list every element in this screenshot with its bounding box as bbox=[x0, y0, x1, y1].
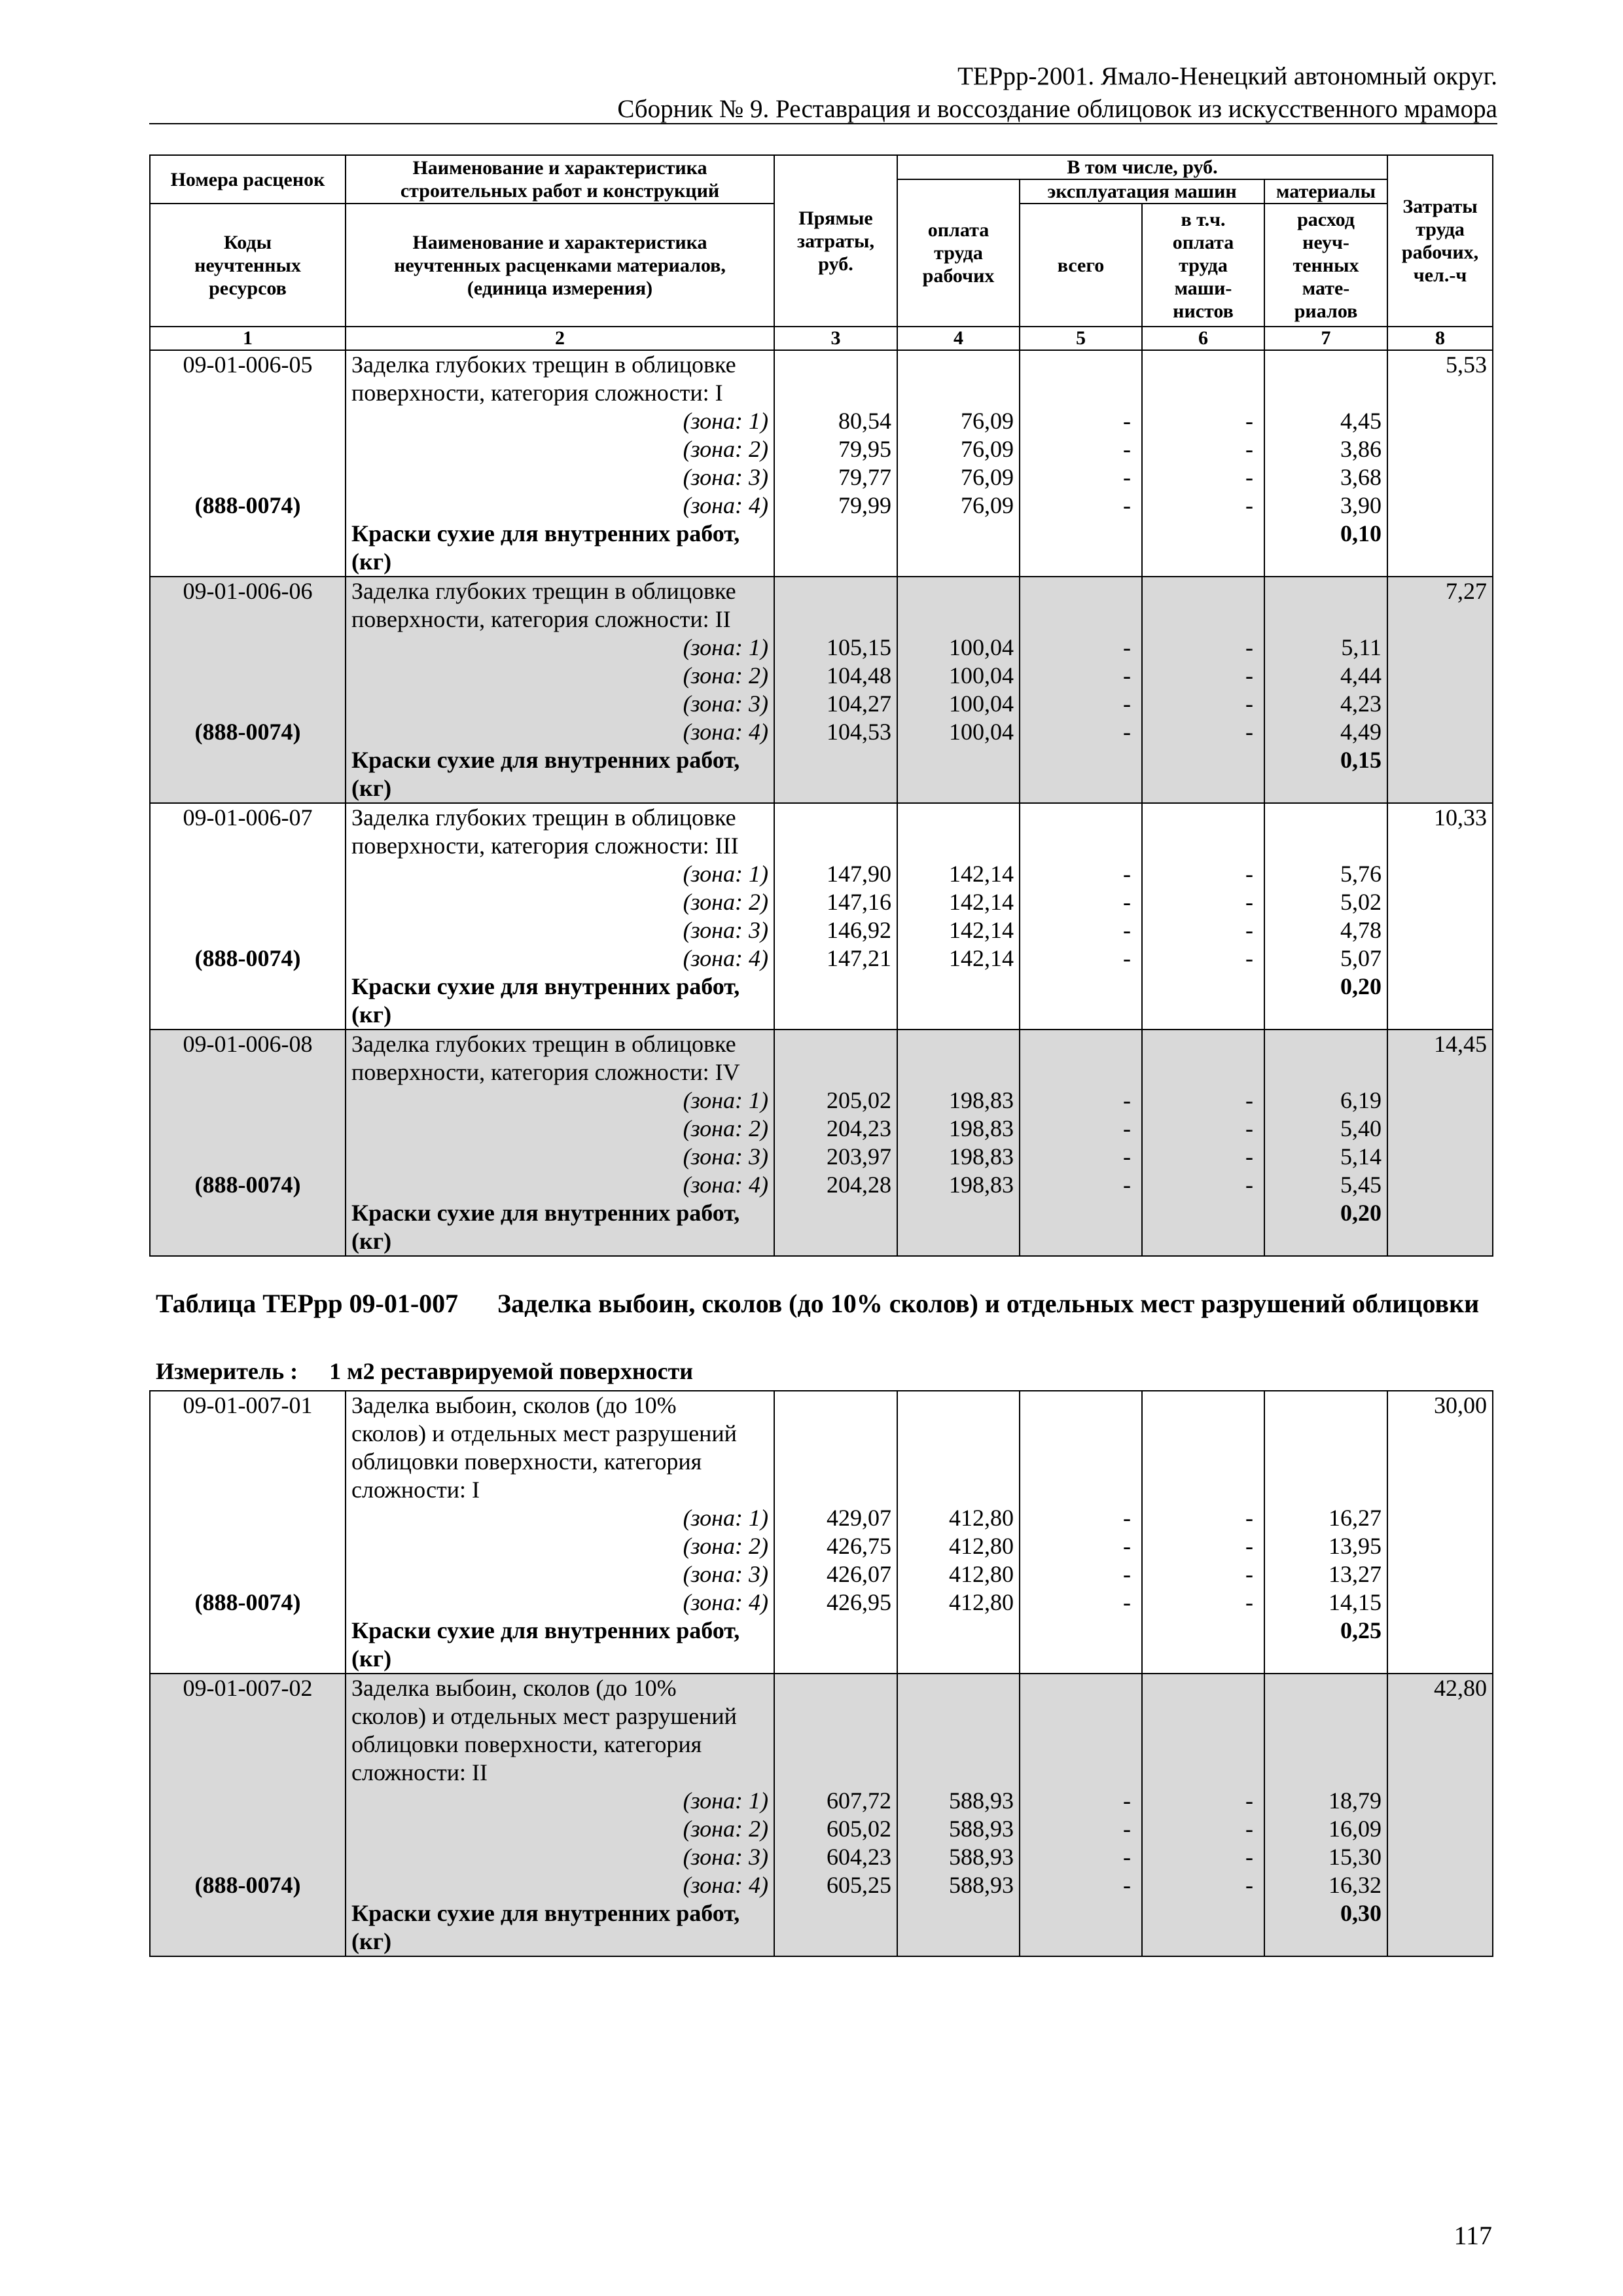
material-consumption-cell: 6,19 5,40 5,14 5,45 0,20 bbox=[1264, 1030, 1387, 1256]
col-header-direct-costs: Прямые затраты, руб. bbox=[774, 155, 897, 327]
rate-code: 09-01-006-05 bbox=[183, 351, 313, 378]
col-number-3: 3 bbox=[774, 327, 897, 350]
machines-total-cell: - - - - bbox=[1020, 1674, 1142, 1956]
machines-total-cell: - - - - bbox=[1020, 803, 1142, 1030]
rate-code-cell bbox=[150, 350, 346, 577]
col-number-5: 5 bbox=[1020, 327, 1142, 350]
table-label: Таблица ТЕРрр 09-01-007 bbox=[156, 1289, 459, 1318]
labor-costs-cell: 30,00 bbox=[1387, 1391, 1493, 1674]
machinist-pay-cell: - - - - bbox=[1142, 350, 1264, 577]
rate-code-cell bbox=[150, 1674, 346, 1956]
material-consumption-cell: 18,79 16,09 15,30 16,32 0,30 bbox=[1264, 1674, 1387, 1956]
measure-value: 1 м2 реставрируемой поверхности bbox=[329, 1358, 694, 1384]
col-header-resource-codes: Коды неучтенных ресурсов bbox=[150, 204, 346, 327]
material-qty: 0,20 bbox=[1340, 1200, 1382, 1226]
direct-costs-cell: 105,15 104,48 104,27 104,53 bbox=[774, 577, 897, 803]
labor-costs-cell: 42,80 bbox=[1387, 1674, 1493, 1956]
rate-code: 09-01-006-07 bbox=[183, 804, 313, 831]
col-header-machines: эксплуатация машин bbox=[1020, 179, 1264, 204]
material-name: Краски сухие для внутренних работ, bbox=[351, 747, 740, 773]
col-header-material-consumption: расход неуч- тенных мате- риалов bbox=[1264, 204, 1387, 327]
col-header-labor-costs: Затраты труда рабочих, чел.-ч bbox=[1387, 155, 1493, 327]
material-code: (888-0074) bbox=[194, 492, 301, 518]
machinist-pay-cell: - - - - bbox=[1142, 1030, 1264, 1256]
material-consumption-cell: 5,76 5,02 4,78 5,07 0,20 bbox=[1264, 803, 1387, 1030]
direct-costs-cell: 80,54 79,95 79,77 79,99 bbox=[774, 350, 897, 577]
labor-costs-cell: 14,45 bbox=[1387, 1030, 1493, 1256]
table-title-text: Заделка выбоин, сколов (до 10% сколов) и отдельных мест разрушений облицовки bbox=[497, 1289, 1480, 1318]
col-header-work-name: Наименование и характеристика строительных работ и конструкций bbox=[346, 155, 774, 204]
col-header-materials: материалы bbox=[1264, 179, 1387, 204]
material-name: Краски сухие для внутренних работ, bbox=[351, 1900, 740, 1926]
worker-pay-cell: 588,93 588,93 588,93 588,93 bbox=[897, 1674, 1020, 1956]
material-name: Краски сухие для внутренних работ, bbox=[351, 973, 740, 999]
worker-pay-cell: 142,14 142,14 142,14 142,14 bbox=[897, 803, 1020, 1030]
worker-pay-cell: 412,80 412,80 412,80 412,80 bbox=[897, 1391, 1020, 1674]
direct-costs-cell: 205,02 204,23 203,97 204,28 bbox=[774, 1030, 897, 1256]
table-body bbox=[150, 350, 1493, 1256]
material-code: (888-0074) bbox=[194, 719, 301, 745]
rate-code-cell bbox=[150, 577, 346, 803]
machines-total-cell: - - - - bbox=[1020, 1030, 1142, 1256]
direct-costs-cell: 147,90 147,16 146,92 147,21 bbox=[774, 803, 897, 1030]
header-rule bbox=[149, 123, 1497, 124]
material-name: Краски сухие для внутренних работ, bbox=[351, 1617, 740, 1643]
rate-code-cell bbox=[150, 1030, 346, 1256]
col-number-7: 7 bbox=[1264, 327, 1387, 350]
material-code: (888-0074) bbox=[194, 945, 301, 971]
machinist-pay-cell: - - - - bbox=[1142, 1391, 1264, 1674]
labor-costs-cell: 7,27 bbox=[1387, 577, 1493, 803]
rate-name-cell: Заделка выбоин, сколов (до 10% сколов) и отдельных мест разрушений облицовки поверхности, категория сложности: I (зона: 1) (зона: 2) (зона: 3) (зона: 4) Краски сухие для внутренних работ, (кг) bbox=[346, 1391, 774, 1674]
worker-pay-cell: 76,09 76,09 76,09 76,09 bbox=[897, 350, 1020, 577]
material-consumption-cell: 5,11 4,44 4,23 4,49 0,15 bbox=[1264, 577, 1387, 803]
header-line-1: ТЕРрр-2001. Ямало-Ненецкий автономный округ. bbox=[957, 62, 1497, 90]
col-number-8: 8 bbox=[1387, 327, 1493, 350]
machines-total-cell: - - - - bbox=[1020, 1391, 1142, 1674]
material-qty: 0,15 bbox=[1340, 747, 1382, 773]
rate-code: 09-01-007-01 bbox=[183, 1392, 313, 1418]
col-header-machines-total: всего bbox=[1020, 204, 1142, 327]
header-line-2: Сборник № 9. Реставрация и воссоздание облицовок из искусственного мрамора bbox=[617, 95, 1497, 123]
labor-costs-cell: 10,33 bbox=[1387, 803, 1493, 1030]
material-code: (888-0074) bbox=[194, 1589, 301, 1615]
material-code: (888-0074) bbox=[194, 1872, 301, 1898]
worker-pay-cell: 198,83 198,83 198,83 198,83 bbox=[897, 1030, 1020, 1256]
direct-costs-cell: 429,07 426,75 426,07 426,95 bbox=[774, 1391, 897, 1674]
col-header-rate-numbers: Номера расценок bbox=[150, 155, 346, 204]
rates-table-006 bbox=[149, 154, 1493, 1257]
machinist-pay-cell: - - - - bbox=[1142, 1674, 1264, 1956]
rate-code-cell bbox=[150, 1391, 346, 1674]
rate-name-cell: Заделка глубоких трещин в облицовке поверхности, категория сложности: II (зона: 1) (зона: 2) (зона: 3) (зона: 4) Краски сухие для внутренних работ, (кг) bbox=[346, 577, 774, 803]
rate-row bbox=[150, 1391, 1493, 1674]
material-code: (888-0074) bbox=[194, 1172, 301, 1198]
col-number-1: 1 bbox=[150, 327, 346, 350]
machinist-pay-cell: - - - - bbox=[1142, 577, 1264, 803]
measure-line bbox=[156, 1357, 693, 1385]
table-header bbox=[150, 155, 1493, 350]
rate-name-cell: Заделка глубоких трещин в облицовке поверхности, категория сложности: III (зона: 1) (зона: 2) (зона: 3) (зона: 4) Краски сухие для внутренних работ, (кг) bbox=[346, 803, 774, 1030]
rate-row bbox=[150, 803, 1493, 1030]
rate-code: 09-01-006-08 bbox=[183, 1031, 313, 1057]
col-header-worker-pay: оплата труда рабочих bbox=[897, 179, 1020, 327]
rate-code: 09-01-007-02 bbox=[183, 1675, 313, 1701]
col-number-6: 6 bbox=[1142, 327, 1264, 350]
col-header-material-name: Наименование и характеристика неучтенных расценками материалов, (единица измерения) bbox=[346, 204, 774, 327]
material-qty: 0,30 bbox=[1340, 1900, 1382, 1926]
direct-costs-cell: 607,72 605,02 604,23 605,25 bbox=[774, 1674, 897, 1956]
rate-name-cell: Заделка глубоких трещин в облицовке поверхности, категория сложности: IV (зона: 1) (зона: 2) (зона: 3) (зона: 4) Краски сухие для внутренних работ, (кг) bbox=[346, 1030, 774, 1256]
material-name: Краски сухие для внутренних работ, bbox=[351, 1200, 740, 1226]
col-header-including: В том числе, руб. bbox=[897, 155, 1387, 179]
rate-code-cell bbox=[150, 803, 346, 1030]
rate-row bbox=[150, 1674, 1493, 1956]
rate-row bbox=[150, 1030, 1493, 1256]
material-qty: 0,25 bbox=[1340, 1617, 1382, 1643]
col-number-2: 2 bbox=[346, 327, 774, 350]
page-number: 117 bbox=[1454, 2221, 1492, 2250]
machines-total-cell: - - - - bbox=[1020, 350, 1142, 577]
machines-total-cell: - - - - bbox=[1020, 577, 1142, 803]
material-consumption-cell: 16,27 13,95 13,27 14,15 0,25 bbox=[1264, 1391, 1387, 1674]
rate-name-cell: Заделка глубоких трещин в облицовке поверхности, категория сложности: I (зона: 1) (зона: 2) (зона: 3) (зона: 4) Краски сухие для внутренних работ, (кг) bbox=[346, 350, 774, 577]
rate-row bbox=[150, 350, 1493, 577]
rate-name-cell: Заделка выбоин, сколов (до 10% сколов) и отдельных мест разрушений облицовки поверхности, категория сложности: II (зона: 1) (зона: 2) (зона: 3) (зона: 4) Краски сухие для внутренних работ, (кг) bbox=[346, 1674, 774, 1956]
material-name: Краски сухие для внутренних работ, bbox=[351, 520, 740, 547]
rate-code: 09-01-006-06 bbox=[183, 578, 313, 604]
measure-label: Измеритель : bbox=[156, 1358, 298, 1384]
material-consumption-cell: 4,45 3,86 3,68 3,90 0,10 bbox=[1264, 350, 1387, 577]
running-header bbox=[149, 60, 1497, 126]
col-number-4: 4 bbox=[897, 327, 1020, 350]
machinist-pay-cell: - - - - bbox=[1142, 803, 1264, 1030]
rates-table-007 bbox=[149, 1390, 1493, 1957]
col-header-machinist-pay: в т.ч. оплата труда маши- нистов bbox=[1142, 204, 1264, 327]
labor-costs-cell: 5,53 bbox=[1387, 350, 1493, 577]
rate-row bbox=[150, 577, 1493, 803]
worker-pay-cell: 100,04 100,04 100,04 100,04 bbox=[897, 577, 1020, 803]
table-body bbox=[150, 1391, 1493, 1956]
material-qty: 0,20 bbox=[1340, 973, 1382, 999]
material-qty: 0,10 bbox=[1340, 520, 1382, 547]
